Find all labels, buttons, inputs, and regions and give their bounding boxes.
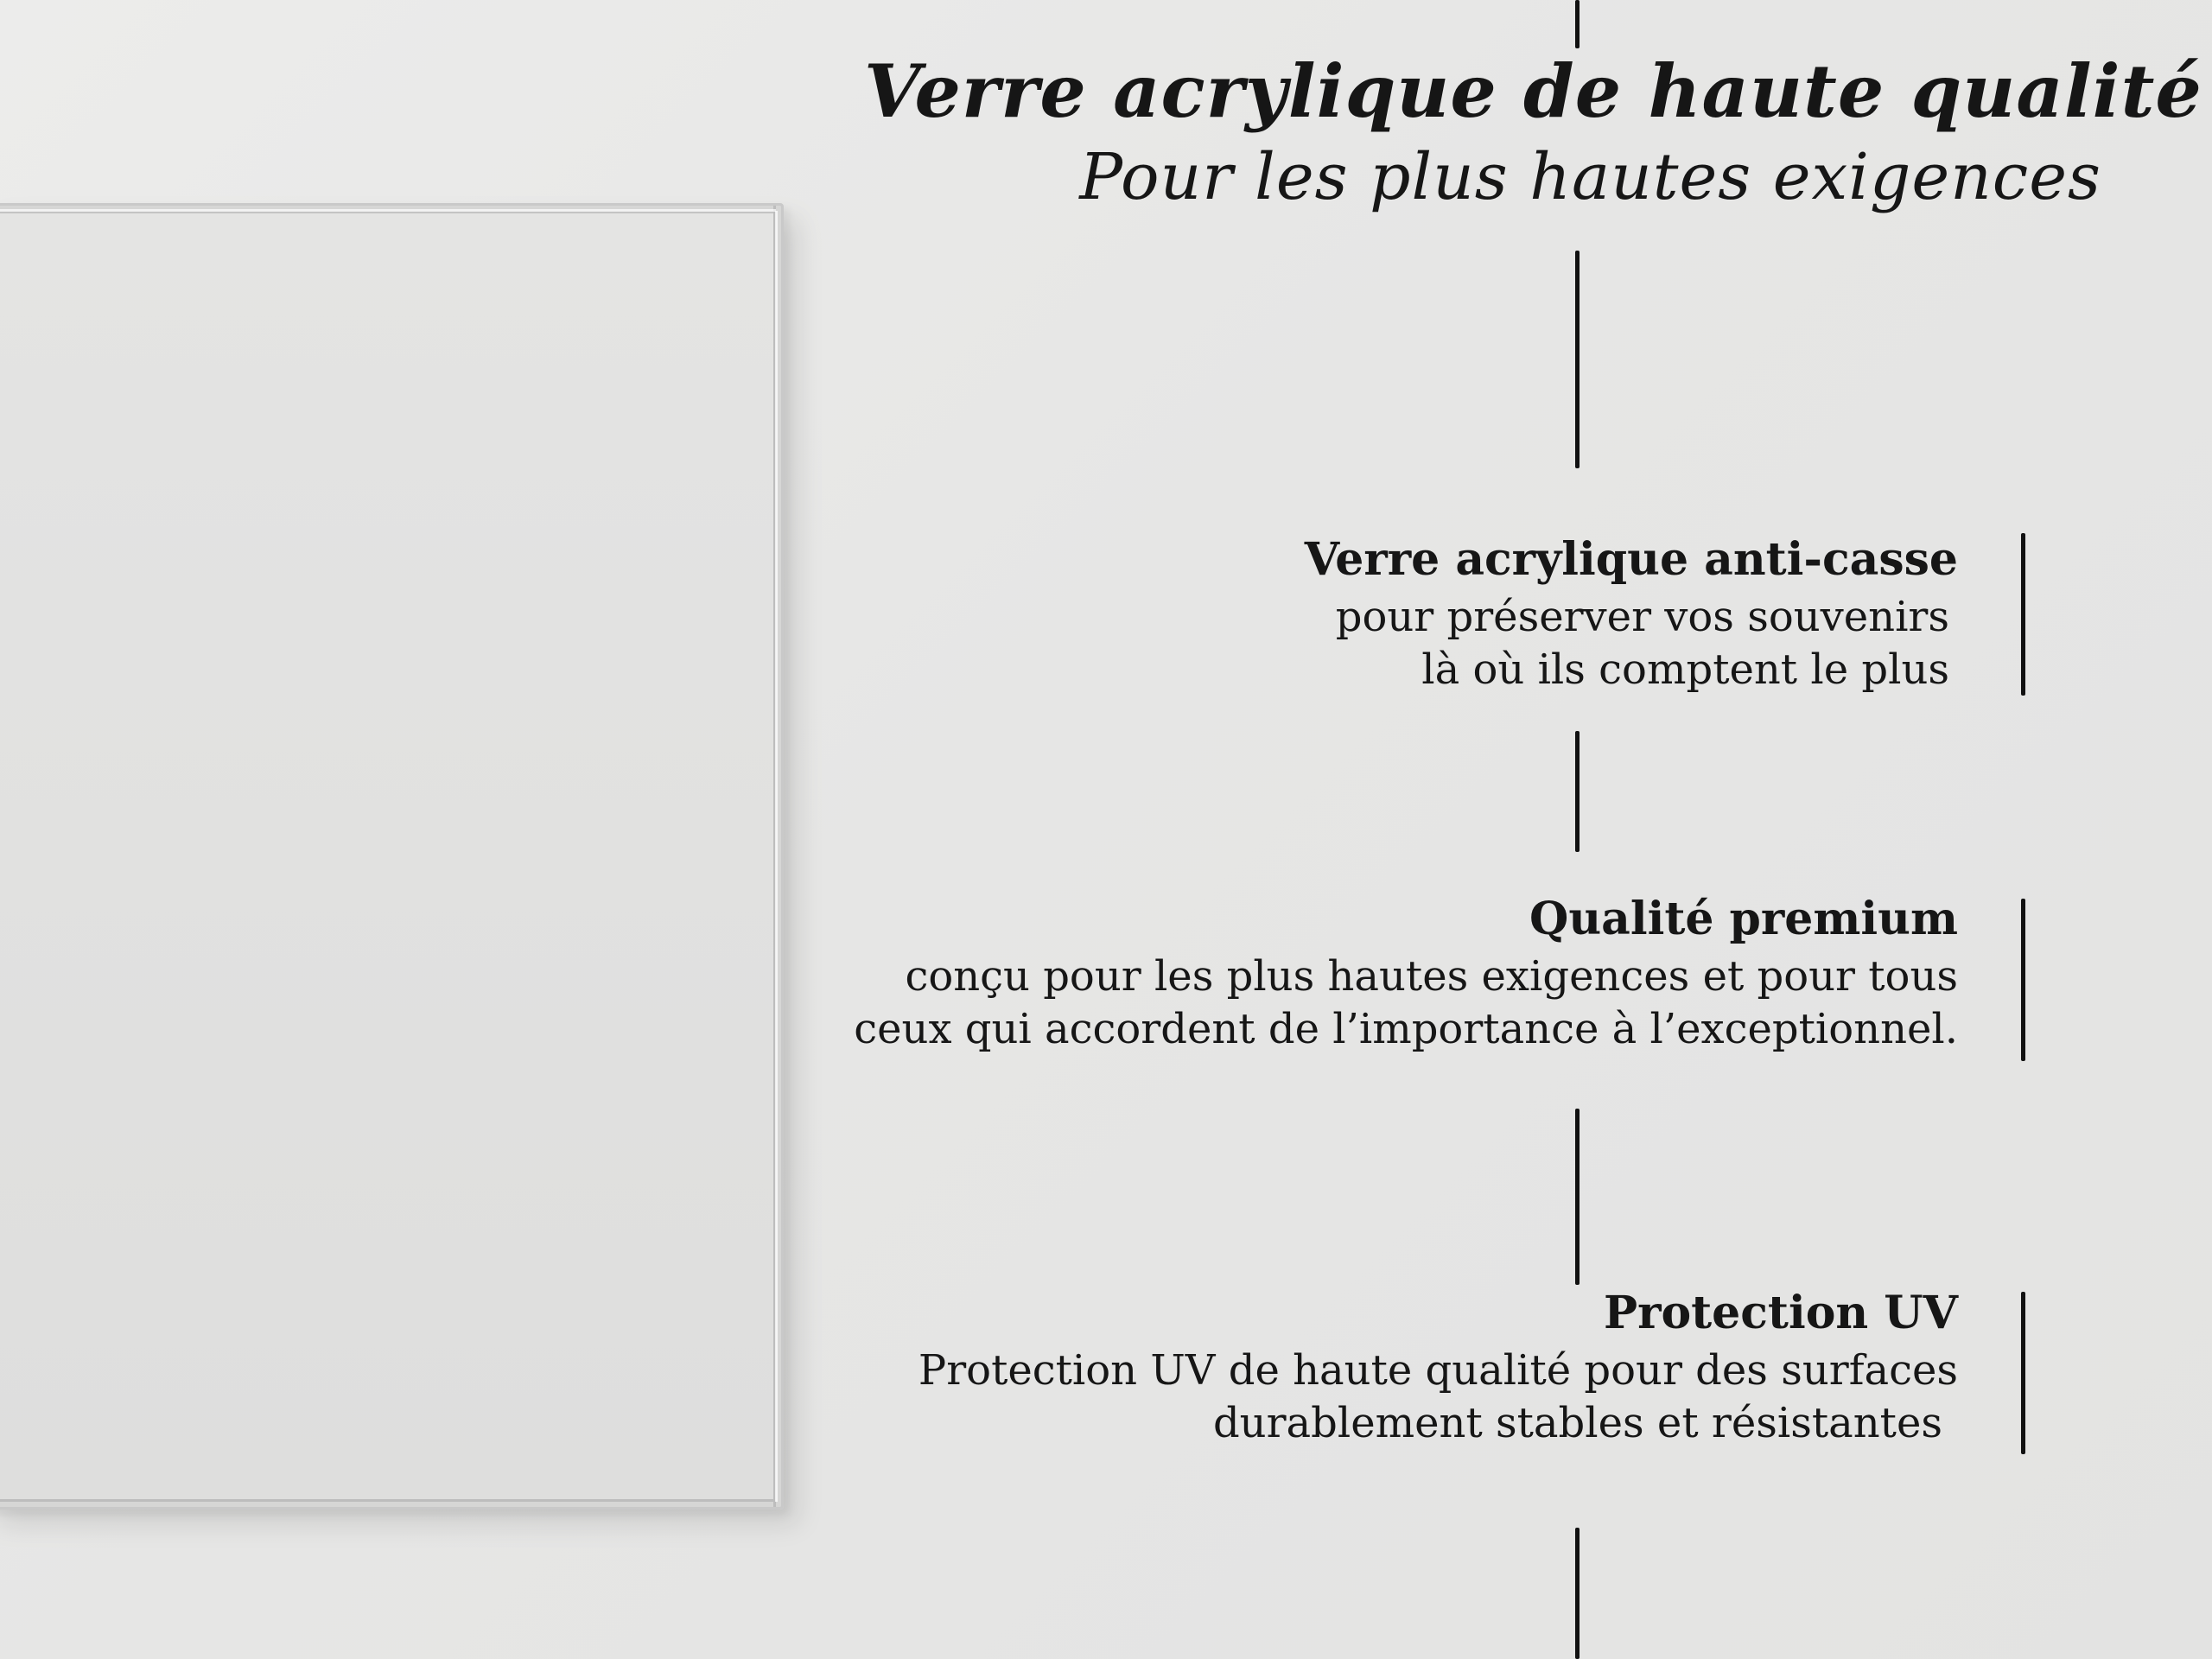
feature-description (854, 950, 1958, 1056)
feature-description-line: là où ils comptent le plus (1421, 645, 1949, 694)
feature-description-line: durablement stables et résistantes (1212, 1399, 1942, 1447)
divider-line-3 (1575, 1109, 1580, 1285)
page-subtitle: Pour les plus hautes exigences (1079, 140, 2101, 214)
feature-description (918, 1344, 1958, 1450)
feature-description-line: ceux qui accordent de l’importance à l’exceptionnel. (854, 1005, 1958, 1053)
feature-description (1305, 591, 1949, 696)
feature-title: Qualité premium (1529, 893, 1958, 945)
glass-edge-highlight (775, 211, 778, 1502)
feature-premium-quality (854, 888, 1991, 1056)
feature-description-line: Protection UV de haute qualité pour des surfaces (918, 1346, 1958, 1395)
feature-shatterproof (1305, 529, 1991, 696)
feature-title: Verre acrylique anti-casse (1304, 533, 1958, 586)
feature-uv-protection (918, 1282, 1991, 1450)
acrylic-glass-panel (0, 203, 784, 1510)
feature-accent-line-3 (2021, 1292, 2025, 1454)
feature-description-line: conçu pour les plus hautes exigences et pour tous (905, 952, 1958, 1001)
feature-description-line: pour préserver vos souvenirs (1335, 593, 1949, 641)
page-title: Verre acrylique de haute qualité (864, 48, 2202, 134)
feature-accent-line-1 (2021, 533, 2025, 696)
divider-line-1 (1575, 251, 1580, 468)
divider-line-2 (1575, 731, 1580, 852)
glass-top-highlight (0, 209, 776, 212)
feature-title: Protection UV (1603, 1287, 1958, 1339)
divider-line-top (1575, 0, 1580, 48)
divider-line-bottom (1575, 1528, 1580, 1659)
feature-accent-line-2 (2021, 899, 2025, 1061)
